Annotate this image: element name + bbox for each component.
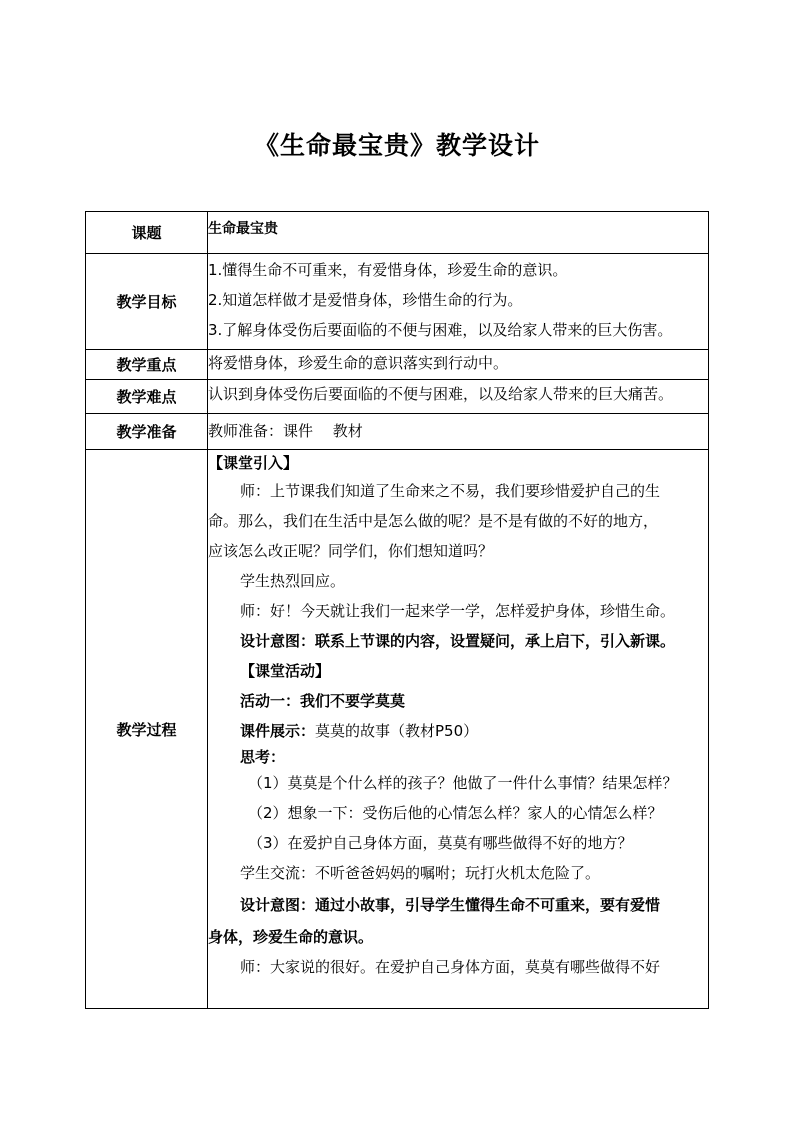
topic-text: 生命最宝贵 [208,221,278,237]
lesson-plan-table [85,211,709,1009]
intro-teacher-line-3: 应该怎么改正呢？同学们，你们想知道吗？ [208,542,494,560]
goal-item-1: 1.懂得生命不可重来，有爱惜身体，珍爱生命的意识。 [208,261,568,279]
label-difficulty: 教学难点 [86,380,208,414]
row-goals [86,254,709,350]
document-title: 《生命最宝贵》教学设计 [253,131,540,160]
goal-item-3: 3.了解身体受伤后要面临的不便与困难，以及给家人带来的巨大伤害。 [208,321,673,339]
intro-heading: 【课堂引入】 [208,454,299,472]
row-topic [86,212,709,254]
intro-teacher-line-1: 师：上节课我们知道了生命来之不易，我们要珍惜爱护自己的生 [240,482,661,500]
question-2: （2）想象一下：受伤后他的心情怎么样？家人的心情怎么样？ [248,804,663,822]
goal-item-2: 2.知道怎样做才是爱惜身体，珍惜生命的行为。 [208,291,523,309]
courseware-label: 课件展示： [240,722,316,740]
prep-text: 教师准备：课件 教材 [208,422,363,440]
label-goals: 教学目标 [86,254,208,350]
row-prep [86,414,709,450]
label-process: 教学过程 [86,450,208,1009]
activity-one-title: 活动一：我们不要学莫莫 [240,692,406,710]
question-1: （1）莫莫是个什么样的孩子？他做了一件什么事情？结果怎样？ [248,774,678,792]
intro-design-intent: 设计意图：联系上节课的内容，设置疑问，承上启下，引入新课。 [240,632,676,650]
value-process [208,450,709,1009]
row-difficulty [86,380,709,414]
label-prep: 教学准备 [86,414,208,450]
courseware-line [208,716,708,746]
student-exchange: 学生交流：不听爸爸妈妈的嘱咐；玩打火机太危险了。 [240,864,601,882]
value-focus [208,350,709,380]
question-3: （3）在爱护自己身体方面，莫莫有哪些做得不好的地方？ [248,834,633,852]
process-body [208,450,708,982]
intro-student-response: 学生热烈回应。 [240,572,346,590]
value-topic [208,212,709,254]
intro-teacher-line-2: 命。那么，我们在生活中是怎么做的呢？是不是有做的不好的地方， [208,512,659,530]
value-goals [208,254,709,350]
row-focus [86,350,709,380]
intro-teacher-line-4: 师：好！今天就让我们一起来学一学，怎样爱护身体，珍惜生命。 [240,602,676,620]
design-intent-2-line-1: 设计意图：通过小故事，引导学生懂得生命不可重来，要有爱惜 [240,896,661,914]
label-focus: 教学重点 [86,350,208,380]
courseware-value: 莫莫的故事（教材P50） [315,722,479,740]
last-teacher-line: 师：大家说的很好。在爱护自己身体方面，莫莫有哪些做得不好 [240,958,661,976]
row-process [86,450,709,1009]
think-label: 思考： [240,748,286,766]
activity-heading: 【课堂活动】 [240,662,331,680]
focus-text: 将爱惜身体，珍爱生命的意识落实到行动中。 [208,354,509,372]
value-difficulty [208,380,709,414]
difficulty-text: 认识到身体受伤后要面临的不便与困难，以及给家人带来的巨大痛苦。 [208,385,674,403]
value-prep [208,414,709,450]
design-intent-2-line-2: 身体，珍爱生命的意识。 [208,928,374,946]
label-topic: 课题 [86,212,208,254]
